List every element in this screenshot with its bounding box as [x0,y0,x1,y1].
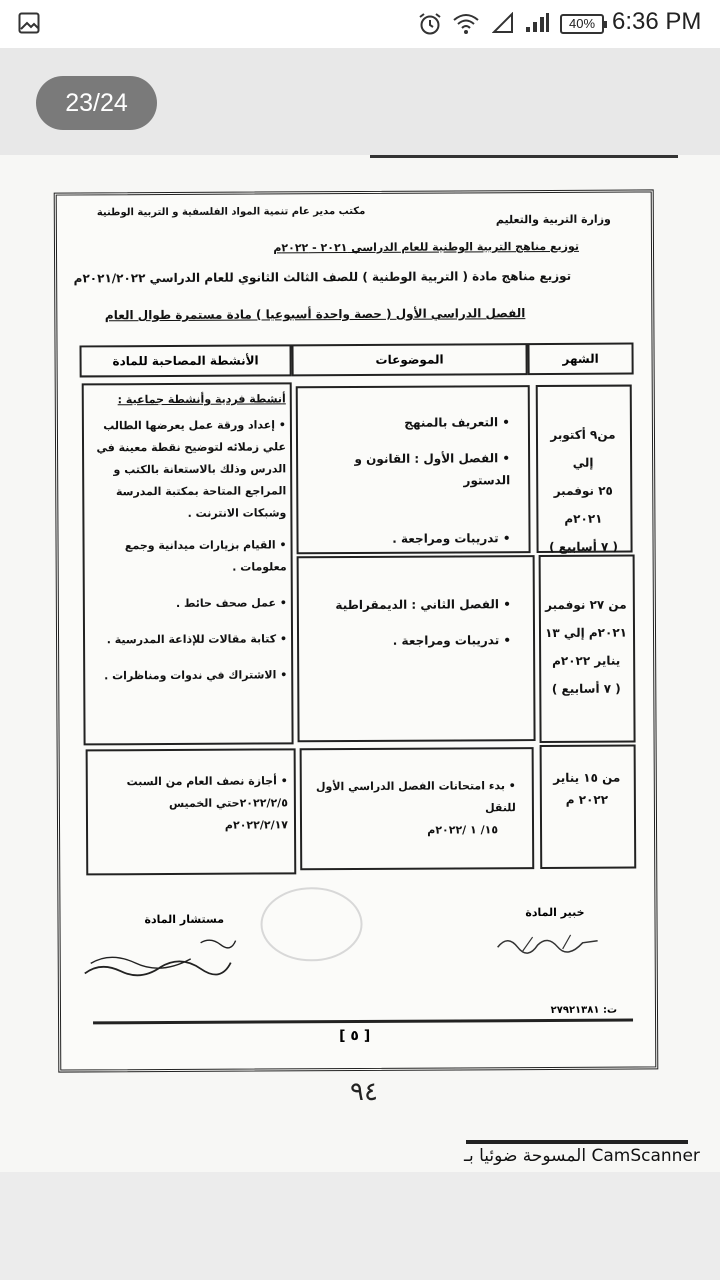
gallery-icon [18,12,40,34]
header-activities: الأنشطة المصاحبة للمادة [80,344,292,377]
holiday-line-2: ٢٠٢٢/٢/٥حتي الخميس [168,796,288,810]
page-number: [ ٥ ] [339,1027,371,1045]
topics-2 [321,593,511,652]
month-2-line-4: ( ٧ أسابيع ) [551,681,621,696]
activity-5: • الاشتراك في ندوات ومناظرات . [89,664,287,687]
header-month: الشهر [527,343,633,376]
phone-number: ت: ٢٧٩٢١٣٨١ [550,1004,618,1016]
month-2-line-3: يناير ٢٠٢٢م [552,653,621,668]
topics-1 [320,411,511,550]
activity-2-line-1: • القيام بزيارات ميدانية وجمع [88,534,286,557]
expert-signature [493,929,603,960]
month-3 [544,767,630,811]
month-2 [543,591,630,703]
header-topics: الموضوعات [291,343,527,376]
topic-1-1: • التعريف بالمنهج [320,411,510,434]
battery-icon: 40% [560,14,604,34]
activity-1-line-4: المراجع المتاحة بمكتبة المدرسة [115,484,287,499]
month-3-line-2: ٢٠٢٢ م [565,792,609,807]
image-viewer[interactable] [0,48,720,1172]
month-2-line-1: من ٢٧ نوفمبر [545,597,627,613]
activity-4: • كتابة مقالات للإذاعة المدرسية . [89,628,287,651]
advisor-signature [81,933,241,984]
status-bar [0,0,720,48]
topics-3 [308,775,516,842]
activity-3: • عمل صحف حائط . [89,592,287,615]
expert-label: خبير المادة [525,905,585,920]
month-1-line-3: ٢٠٢١م [564,511,603,526]
activity-1-line-5: وشبكات الانترنت . [187,506,287,520]
bottom-rule [466,1140,688,1144]
holiday-text [90,770,288,837]
alarm-icon [418,12,442,36]
camscanner-watermark: المسوحة ضوئيا بـ CamScanner [464,1146,700,1166]
topic-2-2: • تدريبات ومراجعة . [321,629,511,652]
advisor-label: مستشار المادة [144,912,225,927]
month-1 [540,421,627,561]
activity-1-line-3: الدرس وذلك بالاستعانة بالكتب و [113,462,287,477]
document-title: توزيع مناهج التربية الوطنية للعام الدراسي ٢٠٢١ - ٢٠٢٢م [273,239,580,255]
page-counter: 23/24 [36,76,157,130]
bottom-blank-area [0,1172,720,1280]
activities-heading: أنشطة فردية وأنشطة جماعية : [117,392,286,407]
activity-1-line-1: • إعداد ورقة عمل يعرضها الطالب [88,414,286,437]
month-3-line-1: من ١٥ يناير [553,770,621,785]
activity-1-line-2: علي زملائه لتوضيح نقطة معينة في [96,440,287,455]
month-1-line-1: من٩ أكتوبر إلي [550,427,616,470]
top-rule [370,155,678,158]
month-1-line-4: ( ٧ أسابيع ) [549,539,619,554]
document-subtitle: توزيع مناهج مادة ( التربية الوطنية ) للصف الثالث الثانوي للعام الدراسي ٢٠٢١/٢٠٢٢م [73,268,572,286]
semester-title: الفصل الدراسي الأول ( حصة واحدة أسبوعيا ) مادة مستمرة طوال العام [104,306,526,323]
office-header: مكتب مدير عام تنمية المواد الفلسفية و التربية الوطنية [96,205,366,219]
document-frame [54,189,659,1072]
holiday-line-1: • أجازة نصف العام من السبت [90,770,288,793]
month-1-line-2: ٢٥ نوفمبر [553,483,613,498]
ministry-header: وزارة التربية والتعليم [495,212,611,227]
month-2-line-2: ٢٠٢١م إلي ١٣ [545,625,627,641]
signal-empty-icon [492,12,514,34]
handwritten-page-number: ٩٤ [350,1077,378,1107]
faint-stamp [256,884,366,965]
clock: 6:36 PM [612,8,702,35]
activity-2-line-2: معلومات . [232,560,287,574]
topic-3-2: ١٥/ ١ /٢٠٢٢م [427,823,499,837]
topic-2-1: • الفصل الثاني : الديمقراطية [321,593,511,616]
holiday-line-3: ٢٠٢٢/٢/١٧م [224,818,289,832]
wifi-icon [452,12,480,36]
scanned-page[interactable] [0,155,720,1172]
topic-1-3: • تدريبات ومراجعة . [320,527,510,550]
topic-1-2: • الفصل الأول : القانون و الدستور [320,447,510,492]
signal-icon [524,12,550,34]
curriculum-table [80,343,639,886]
footer-rule [93,1019,633,1025]
topic-3-1: • بدء امتحانات الفصل الدراسي الأول للنقل [308,775,516,820]
activities-list [88,388,288,687]
